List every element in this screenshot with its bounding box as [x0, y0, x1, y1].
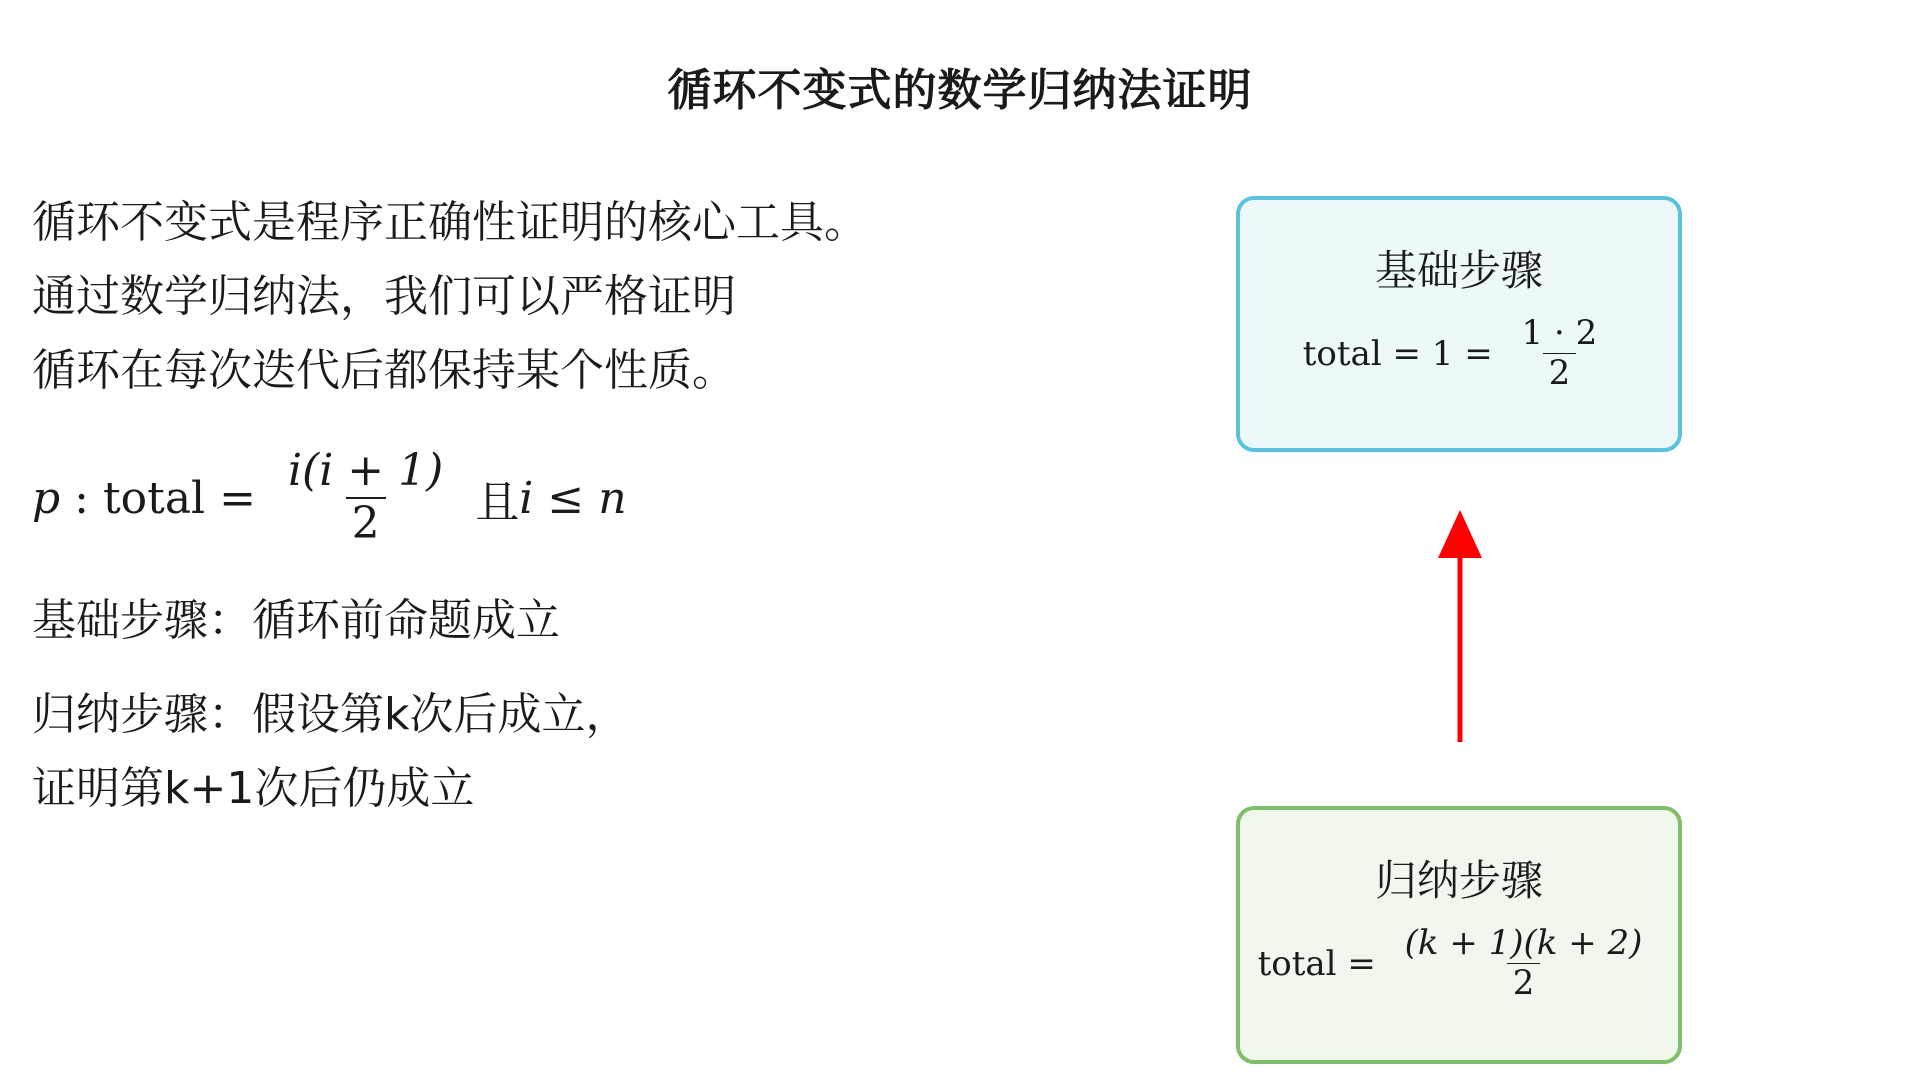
induction-box-fraction [1399, 924, 1649, 1003]
induction-box-formula [1258, 924, 1661, 1003]
arrow-up-icon [1436, 510, 1484, 750]
base-box-denominator: 2 [1543, 353, 1577, 393]
base-box-numerator: 1 · 2 [1521, 313, 1598, 353]
intro-line-1: 循环不变式是程序正确性证明的核心工具。 [32, 197, 868, 248]
induction-box-denominator: 2 [1507, 963, 1541, 1003]
formula-total: total [102, 472, 206, 524]
induction-box-numerator: (k + 1)(k + 2) [1404, 923, 1643, 963]
formula-leq: ≤ [533, 472, 599, 524]
base-step-box [1236, 196, 1682, 452]
formula-numerator: i(i + 1) [287, 445, 444, 497]
formula-denominator: 2 [346, 497, 386, 550]
base-box-formula [1303, 314, 1615, 393]
formula-i: i [519, 472, 534, 524]
base-step-text: 基础步骤：循环前命题成立 [32, 595, 560, 646]
intro-text [32, 186, 868, 408]
intro-line-3: 循环在每次迭代后都保持某个性质。 [32, 345, 736, 396]
formula-p: p [32, 472, 61, 524]
base-box-title: 基础步骤 [1374, 246, 1543, 295]
base-box-lhs: total = 1 = [1302, 333, 1504, 374]
induction-step-line-2: 证明第k+1次后仍成立 [32, 763, 475, 814]
induction-box-title: 归纳步骤 [1374, 856, 1543, 905]
base-box-fraction [1516, 314, 1604, 393]
intro-line-2: 通过数学归纳法，我们可以严格证明 [32, 271, 736, 322]
induction-box-lhs: total = [1257, 943, 1387, 984]
formula-equals: = [205, 472, 270, 524]
steps-text [32, 584, 629, 826]
formula-n: n [598, 472, 627, 524]
formula-fraction [282, 446, 449, 549]
induction-step-box [1236, 806, 1682, 1064]
induction-step-line-1: 归纳步骤：假设第k次后成立， [32, 689, 630, 740]
formula-colon: : [60, 472, 103, 524]
formula-connector: 且 [475, 477, 520, 528]
page-title: 循环不变式的数学归纳法证明 [667, 65, 1253, 116]
invariant-formula [32, 438, 627, 558]
